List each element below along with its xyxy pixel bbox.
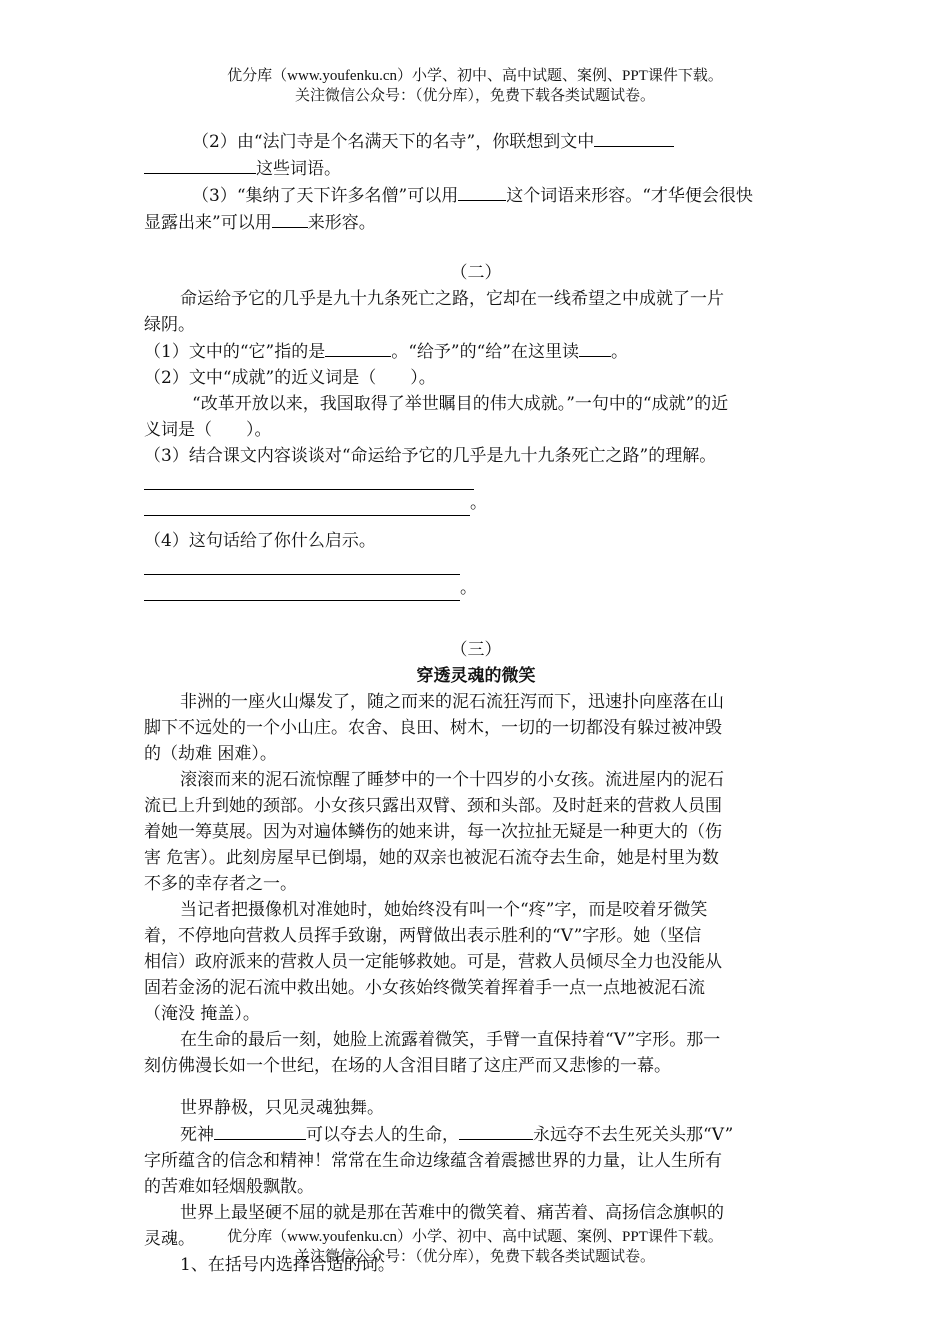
part3-title: 穿透灵魂的微笑 bbox=[416, 666, 536, 686]
p2-q1-text-3: 。 bbox=[610, 342, 628, 362]
p3-para3-line: 固若金汤的泥石流中救出她。小女孩始终微笑着挥着手一点一点地被泥石流 bbox=[144, 978, 705, 998]
p1-q2-text-end: 这些词语。 bbox=[256, 159, 341, 179]
p3-para3-line: 着，不停地向营救人员挥手致谢，两臂做出表示胜利的“V”字形。她（坚信 bbox=[144, 926, 702, 946]
p3-para6-line: 字所蕴含的信念和精神！常常在生命边缘蕴含着震撼世界的力量，让人生所有 bbox=[144, 1151, 722, 1171]
answer-blank[interactable] bbox=[579, 338, 611, 357]
part2-q3: （3）结合课文内容谈谈对“命运给予它的几乎是九十九条死亡之路”的理解。 bbox=[144, 446, 717, 466]
p3-para1-line: 脚下不远处的一个小山庄。农舍、良田、树木，一切的一切都没有躲过被冲毁 bbox=[144, 718, 722, 738]
p2-q4-answer-line-2[interactable] bbox=[144, 580, 460, 601]
p3-para2-line: 滚滚而来的泥石流惊醒了睡梦中的一个十四岁的小女孩。流进屋内的泥石 bbox=[180, 770, 724, 790]
p2-q1-text-2: 。“给予”的“给”在这里读 bbox=[391, 342, 579, 362]
p2-q4-period: 。 bbox=[460, 578, 477, 598]
page-body bbox=[144, 128, 808, 1278]
p3-question-1: 1、在括号内选择合适的词。 bbox=[180, 1255, 395, 1275]
p3-para4-line: 在生命的最后一刻，她脸上流露着微笑，手臂一直保持着“V”字形。那一 bbox=[180, 1030, 721, 1050]
part2-q1 bbox=[144, 338, 808, 365]
p1-q2-text: （2）由“法门寺是个名满天下的名寺”，你联想到文中 bbox=[192, 132, 595, 152]
part2-quote-line-2: 绿阴。 bbox=[144, 315, 195, 335]
p1-q3-line-a bbox=[144, 182, 808, 209]
p1-q2-line-a bbox=[144, 128, 808, 155]
p3-para3-line: 相信）政府派来的营救人员一定能够救她。可是，营救人员倾尽全力也没能从 bbox=[144, 952, 722, 972]
answer-blank[interactable] bbox=[594, 128, 674, 147]
p2-q3-answer-line-2-wrap bbox=[144, 490, 808, 516]
answer-blank[interactable] bbox=[459, 1121, 533, 1140]
p3-para2-line: 流已上升到她的颈部。小女孩只露出双臂、颈和头部。及时赶来的营救人员围 bbox=[144, 796, 722, 816]
p1-q3-text-3: 显露出来”可以用 bbox=[144, 213, 272, 233]
p2-q1-text: （1）文中的“它”指的是 bbox=[144, 342, 326, 362]
header-line-1: 优分库（www.youfenku.cn）小学、初中、高中试题、案例、PPT课件下载。 bbox=[227, 68, 723, 84]
p2-q4-answer-line-1[interactable] bbox=[144, 554, 460, 575]
part3-heading: （三） bbox=[450, 640, 502, 660]
p2-q3-answer-line-2[interactable] bbox=[144, 495, 470, 516]
answer-blank[interactable] bbox=[214, 1121, 306, 1140]
p3-para1-line: 非洲的一座火山爆发了，随之而来的泥石流狂泻而下，迅速扑向座落在山 bbox=[180, 692, 724, 712]
p3-para3-line: 当记者把摄像机对准她时，她始终没有叫一个“疼”字，而是咬着牙微笑 bbox=[180, 900, 708, 920]
part2-heading: （二） bbox=[450, 263, 502, 283]
p3-para2-line: 害 危害）。此刻房屋早已倒塌，她的双亲也被泥石流夺去生命，她是村里为数 bbox=[144, 848, 719, 868]
page-header bbox=[0, 66, 950, 106]
answer-blank[interactable] bbox=[272, 209, 308, 228]
page-footer bbox=[0, 1227, 950, 1267]
p2-q4-answer-line-2-wrap bbox=[144, 575, 808, 601]
part2-q2-example-1: “改革开放以来，我国取得了举世瞩目的伟大成就。”一句中的“成就”的近 bbox=[192, 394, 729, 414]
p3-para6-line-1 bbox=[144, 1121, 808, 1148]
part2-q2-example-2: 义词是（ ）。 bbox=[144, 420, 272, 440]
p3-para6-text-2: 可以夺去人的生命， bbox=[306, 1125, 459, 1145]
p3-para3-line: （淹没 掩盖）。 bbox=[144, 1004, 260, 1024]
part2-q2: （2）文中“成就”的近义词是（ ）。 bbox=[144, 368, 436, 388]
p3-para6-text-3: 永远夺不去生死关头那“V” bbox=[533, 1125, 734, 1145]
answer-blank[interactable] bbox=[144, 155, 256, 174]
answer-blank[interactable] bbox=[325, 338, 391, 357]
p3-para6-text: 死神 bbox=[180, 1125, 214, 1145]
answer-blank[interactable] bbox=[458, 182, 506, 201]
p3-para2-line: 不多的幸存者之一。 bbox=[144, 874, 297, 894]
footer-line-2: 关注微信公众号：（优分库），免费下载各类试题试卷。 bbox=[294, 1249, 655, 1265]
header-line-2: 关注微信公众号：（优分库），免费下载各类试题试卷。 bbox=[294, 88, 655, 104]
p3-para6-line: 的苦难如轻烟般飘散。 bbox=[144, 1177, 314, 1197]
p1-q3-text-2: 这个词语来形容。“才华便会很快 bbox=[506, 186, 753, 206]
part2-q4: （4）这句话给了你什么启示。 bbox=[144, 531, 376, 551]
p3-para7-line: 灵魂。 bbox=[144, 1229, 195, 1249]
part2-quote-line-1: 命运给予它的几乎是九十九条死亡之路，它却在一线希望之中成就了一片 bbox=[180, 289, 724, 309]
p1-q2-line-b bbox=[144, 155, 808, 182]
p2-q3-answer-line-1[interactable] bbox=[144, 469, 474, 490]
p3-para7-line: 世界上最坚硬不屈的就是那在苦难中的微笑着、痛苦着、高扬信念旗帜的 bbox=[180, 1203, 724, 1223]
p3-para1-line: 的（劫难 困难）。 bbox=[144, 744, 277, 764]
p1-q3-line-b bbox=[144, 209, 808, 236]
p3-para4-line: 刻仿佛漫长如一个世纪，在场的人含泪目睹了这庄严而又悲惨的一幕。 bbox=[144, 1056, 671, 1076]
p1-q3-text: （3）“集纳了天下许多名僧”可以用 bbox=[192, 186, 459, 206]
p3-para5: 世界静极，只见灵魂独舞。 bbox=[180, 1098, 384, 1118]
p2-q3-period: 。 bbox=[470, 493, 487, 513]
p1-q3-text-4: 来形容。 bbox=[307, 213, 376, 233]
p3-para2-line: 着她一筹莫展。因为对遍体鳞伤的她来讲，每一次拉扯无疑是一种更大的（伤 bbox=[144, 822, 722, 842]
footer-line-1: 优分库（www.youfenku.cn）小学、初中、高中试题、案例、PPT课件下载。 bbox=[227, 1229, 723, 1245]
